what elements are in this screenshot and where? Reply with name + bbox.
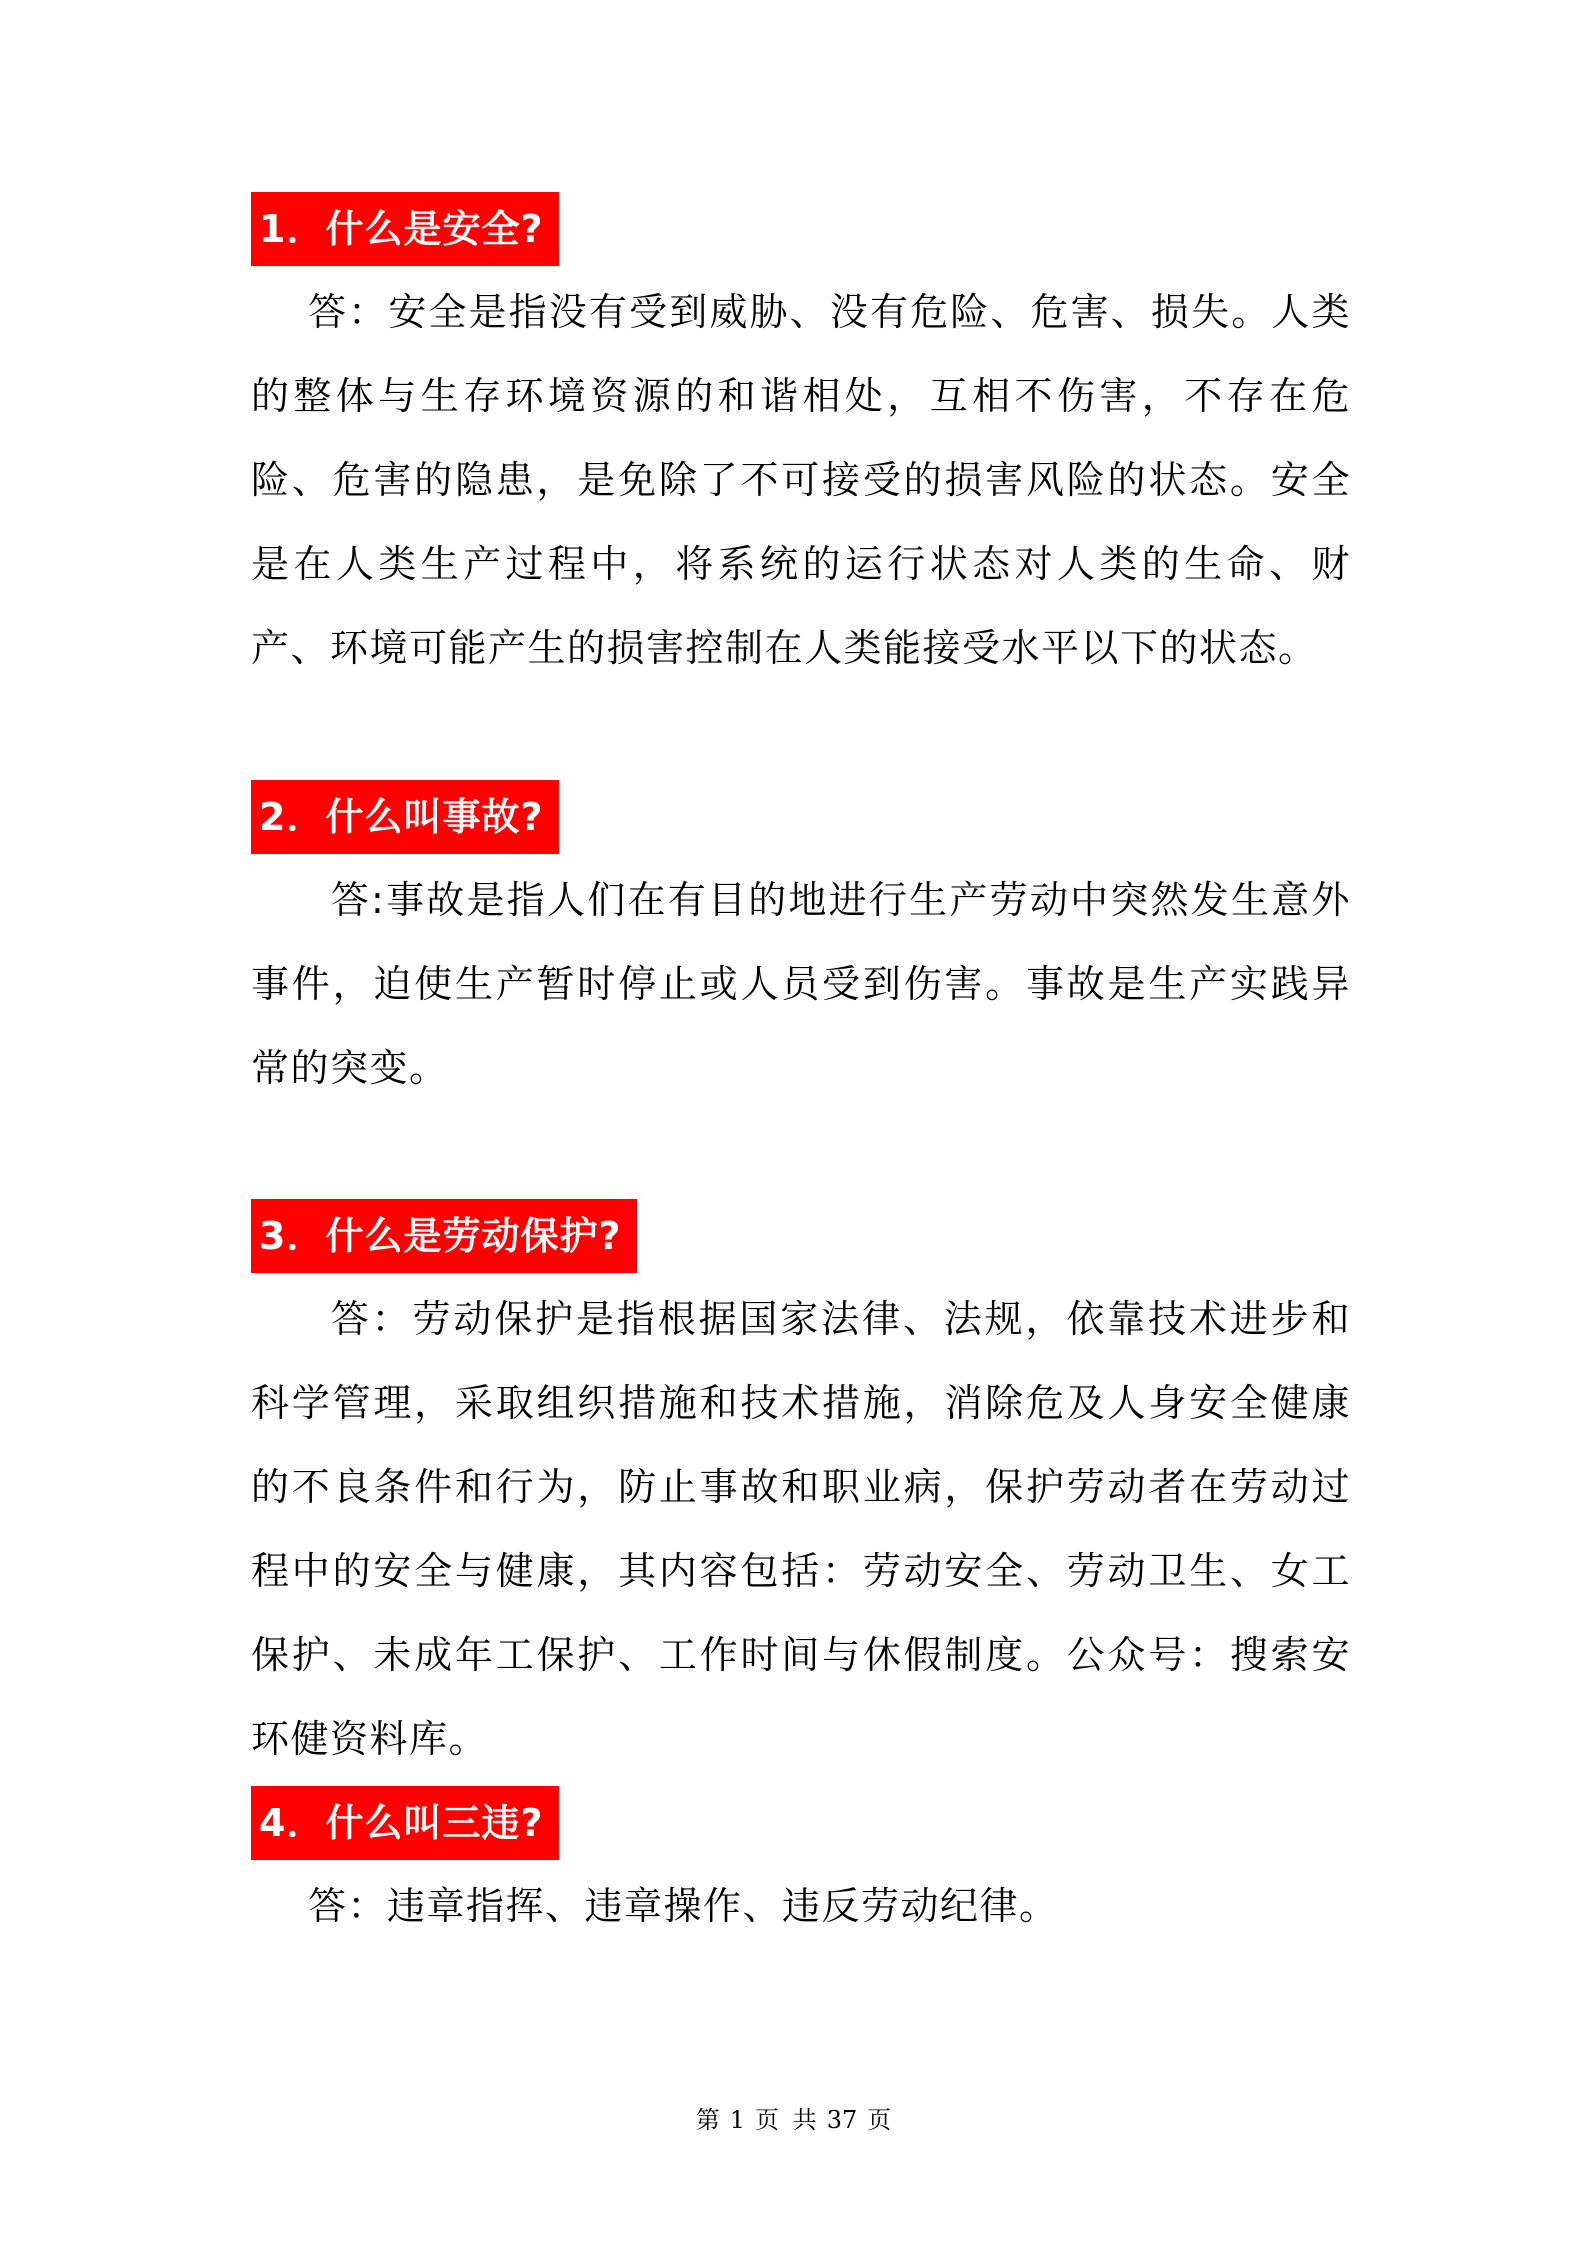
page-footer xyxy=(0,2100,1587,2135)
answer-paragraph-4: 答：违章指挥、违章操作、违反劳动纪律。 xyxy=(308,1884,1059,1928)
qa-section-3 xyxy=(251,1199,1351,1781)
question-heading-4: 4．什么叫三违? xyxy=(251,1786,559,1860)
footer-total-pages: 37 xyxy=(826,2106,858,2134)
question-heading-2: 2．什么叫事故? xyxy=(251,780,559,854)
answer-paragraph-3: 答：劳动保护是指根据国家法律、法规，依靠技术进步和科学管理，采取组织措施和技术措施，消除危及人身安全健康的不良条件和行为，防止事故和职业病，保护劳动者在劳动过程中的安全与健康，其内容包括：劳动安全、劳动卫生、女工保护、未成年工保护、工作时间与休假制度。公众号：搜索安环健资料库。 xyxy=(251,1297,1351,1761)
qa-section-2 xyxy=(251,780,1351,1110)
footer-middle: 页 共 xyxy=(755,2106,817,2134)
qa-section-1 xyxy=(251,192,1351,690)
answer-paragraph-1: 答：安全是指没有受到威胁、没有危险、危害、损失。人类的整体与生存环境资源的和谐相处，互相不伤害，不存在危险、危害的隐患，是免除了不可接受的损害风险的状态。安全是在人类生产过程中，将系统的运行状态对人类的生命、财产、环境可能产生的损害控制在人类能接受水平以下的状态。 xyxy=(251,290,1351,670)
answer-paragraph-2: 答:事故是指人们在有目的地进行生产劳动中突然发生意外事件，迫使生产暂时停止或人员受到伤害。事故是生产实践异常的突变。 xyxy=(251,878,1351,1090)
footer-suffix: 页 xyxy=(867,2106,892,2134)
qa-section-4 xyxy=(251,1786,1351,1948)
footer-prefix: 第 xyxy=(695,2106,720,2134)
question-heading-1: 1．什么是安全? xyxy=(251,192,559,266)
footer-current-page: 1 xyxy=(729,2106,746,2134)
question-heading-3: 3．什么是劳动保护? xyxy=(251,1199,637,1273)
